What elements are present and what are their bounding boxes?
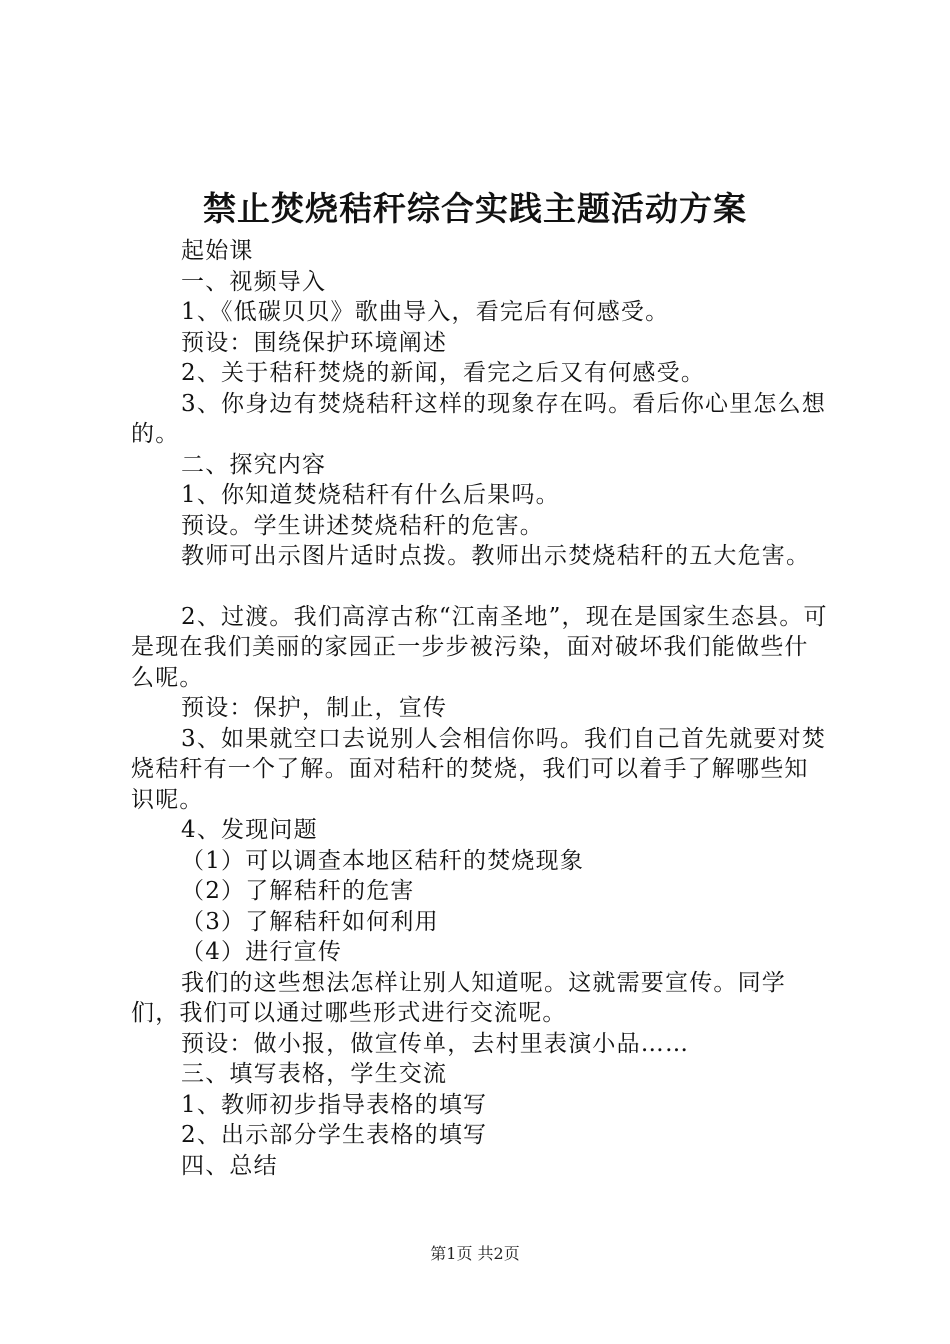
paragraph: 2、出示部分学生表格的填写 <box>181 1122 488 1148</box>
section-heading: 四、总结 <box>181 1152 278 1179</box>
paragraph: 预设：做小报，做宣传单，去村里表演小品…… <box>181 1030 690 1057</box>
paragraph: 预设：围绕保护环境阐述 <box>181 329 448 356</box>
section-heading: 一、视频导入 <box>181 268 327 295</box>
list-item: （4）进行宣传 <box>181 939 343 965</box>
paragraph: 4、发现问题 <box>181 817 318 843</box>
paragraph: 起始课 <box>181 238 254 264</box>
paragraph: 1、教师初步指导表格的填写 <box>181 1091 488 1118</box>
document-title: 禁止焚烧秸秆综合实践主题活动方案 <box>203 189 747 228</box>
paragraph: 预设。学生讲述焚烧秸秆的危害。 <box>181 512 544 539</box>
section-heading: 二、探究内容 <box>181 451 327 478</box>
section-heading: 三、填写表格，学生交流 <box>181 1061 448 1087</box>
paragraph: 1、你知道焚烧秸秆有什么后果吗。 <box>181 482 560 508</box>
paragraph: 我们的这些想法怎样让别人知道呢。这就需要宣传。同学们，我们可以通过哪些形式进行交流呢。 <box>131 969 786 1026</box>
paragraph: 3、如果就空口去说别人会相信你吗。我们自己首先就要对焚烧秸秆有一个了解。面对秸秆的焚烧，我们可以着手了解哪些知识呢。 <box>131 725 827 813</box>
list-item: （2）了解秸秆的危害 <box>181 878 415 904</box>
list-item: （3）了解秸秆如何利用 <box>181 908 439 935</box>
document-body <box>131 236 831 1181</box>
page-number: 第1页 共2页 <box>430 1244 520 1263</box>
paragraph: 预设：保护，制止，宣传 <box>181 695 448 721</box>
blank-line <box>131 572 831 602</box>
list-item: （1）可以调查本地区秸秆的焚烧现象 <box>181 847 585 874</box>
paragraph: 1、《低碳贝贝》歌曲导入，看完后有何感受。 <box>181 299 670 325</box>
paragraph: 2、关于秸秆焚烧的新闻，看完之后又有何感受。 <box>181 360 706 386</box>
paragraph: 教师可出示图片适时点拨。教师出示焚烧秸秆的五大危害。 <box>181 543 811 569</box>
paragraph: 2、过渡。我们高淳古称“江南圣地”，现在是国家生态县。可是现在我们美丽的家园正一步步被污染，面对破坏我们能做些什么呢。 <box>131 603 828 691</box>
paragraph: 3、你身边有焚烧秸秆这样的现象存在吗。看后你心里怎么想的。 <box>131 390 827 447</box>
